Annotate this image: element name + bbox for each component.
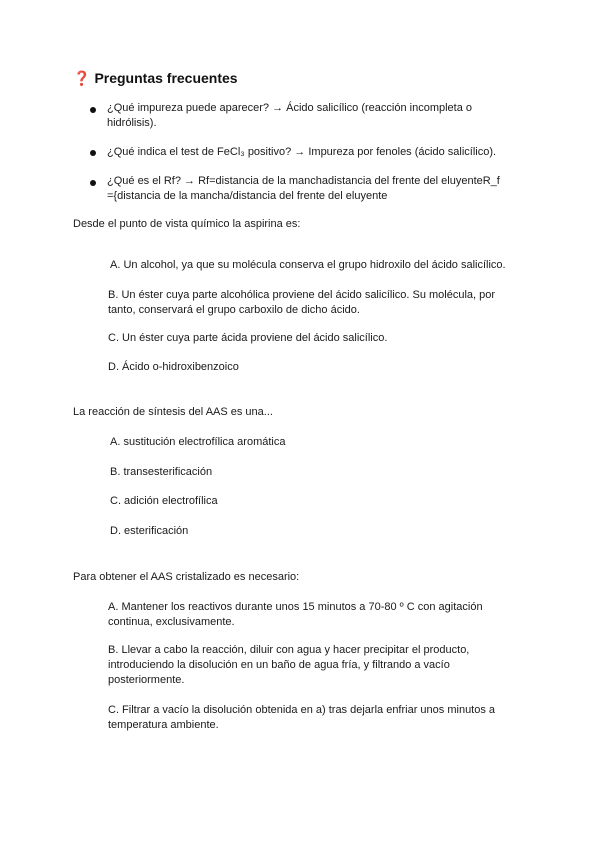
question-2-option-a[interactable]: A. sustitución electrofílica aromática xyxy=(110,436,286,448)
question-3-option-c[interactable]: C. Filtrar a vacío la disolución obtenida en a) tras dejarla enfriar unos minutos a temperatura ambiente. xyxy=(108,704,496,731)
faq-item: ¿Qué indica el test de FeCl₃ positivo? → Impureza por fenoles (ácido salicílico). xyxy=(107,146,497,158)
question-2-option-d[interactable]: D. esterificación xyxy=(110,525,189,537)
question-2-option-c[interactable]: C. adición electrofílica xyxy=(110,495,218,507)
faq-item: ¿Qué es el Rf? → Rf=distancia de la manchadistancia del frente del eluyenteR_f ={distancia de la mancha/distancia del frente del eluyente xyxy=(107,175,500,202)
question-2-prompt: La reacción de síntesis del AAS es una... xyxy=(73,406,273,418)
question-3-option-a[interactable]: A. Mantener los reactivos durante unos 15 minutos a 70-80 º C con agitación continua, exclusivamente. xyxy=(108,601,483,628)
bullet-icon xyxy=(90,150,96,156)
question-1-prompt: Desde el punto de vista químico la aspirina es: xyxy=(73,218,301,230)
faq-item: ¿Qué impureza puede aparecer? → Ácido salicílico (reacción incompleta o hidrólisis). xyxy=(107,102,473,129)
question-mark-icon: ❓ xyxy=(73,70,91,86)
question-2-option-b[interactable]: B. transesterificación xyxy=(110,466,213,478)
bullet-icon xyxy=(90,107,96,113)
question-3-option-b[interactable]: B. Llevar a cabo la reacción, diluir con agua y hacer precipitar el producto, introduciendo la disolución en un baño de agua fría, y filtrando a vacío posteriormente. xyxy=(108,644,470,686)
question-1-option-a[interactable]: A. Un alcohol, ya que su molécula conserva el grupo hidroxilo del ácido salicílico. xyxy=(110,259,506,271)
question-1-option-d[interactable]: D. Ácido o-hidroxibenzoico xyxy=(108,361,239,373)
question-3-prompt: Para obtener el AAS cristalizado es necesario: xyxy=(73,571,300,583)
faq-title-text: Preguntas frecuentes xyxy=(94,70,238,86)
question-1-option-c[interactable]: C. Un éster cuya parte ácida proviene del ácido salicílico. xyxy=(108,332,388,344)
bullet-icon xyxy=(90,180,96,186)
faq-heading xyxy=(73,70,238,87)
question-1-option-b[interactable]: B. Un éster cuya parte alcohólica proviene del ácido salicílico. Su molécula, por tanto, conservará el grupo carboxilo de dicho ácido. xyxy=(108,289,496,316)
